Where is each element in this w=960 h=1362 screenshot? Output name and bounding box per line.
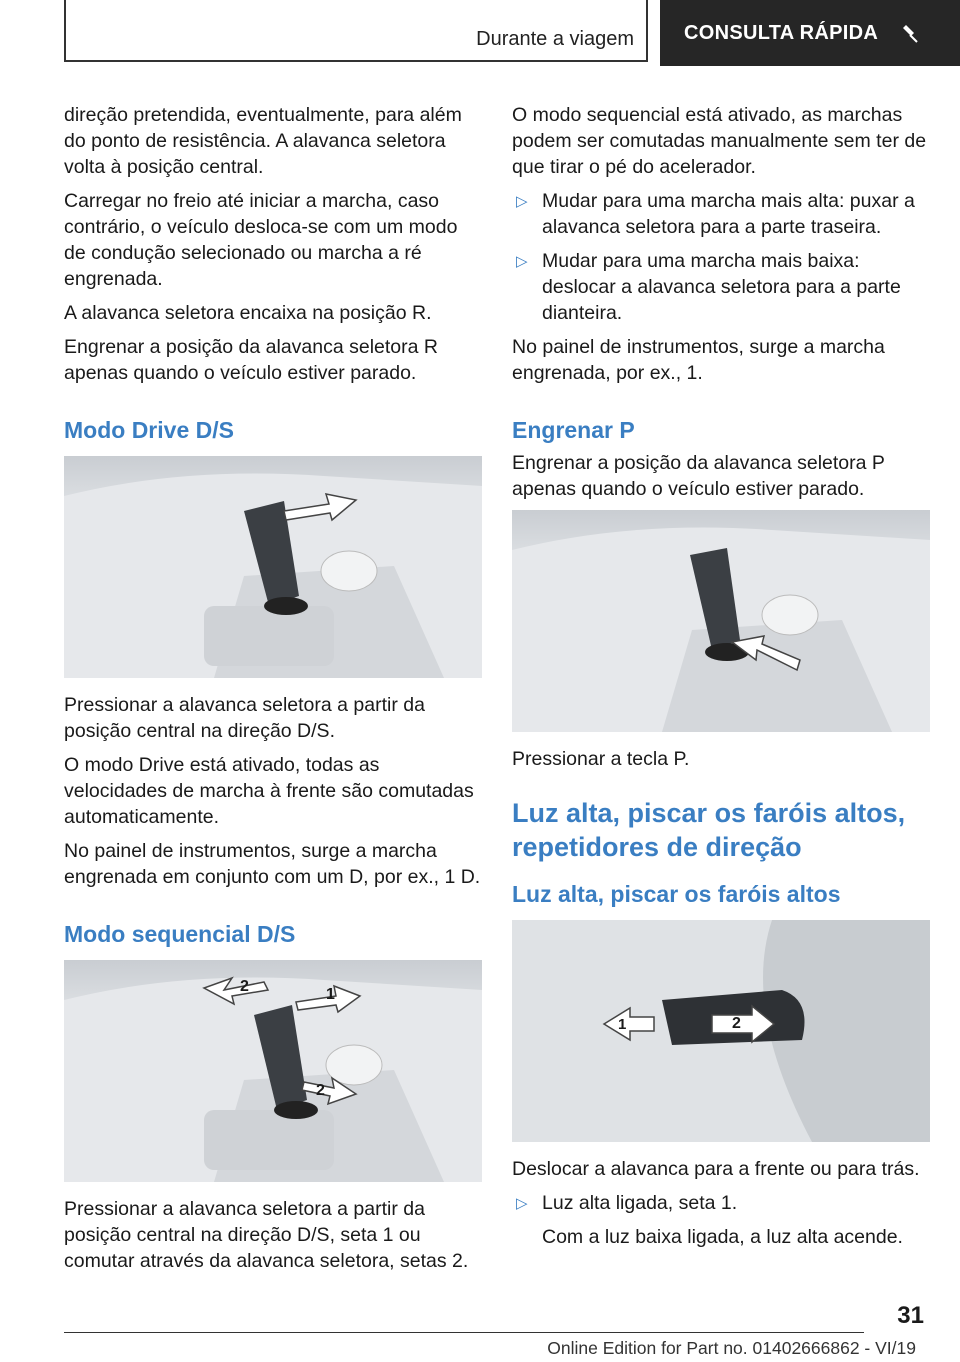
paragraph: Pressionar a tecla P. [512,748,690,770]
edition-footer: Online Edition for Part no. 01402666862 - VI/19 [547,1338,916,1358]
paragraph: O modo sequencial está ativado, as marchas podem ser comutadas manualmente sem ter de que tirar o pé do acelerador. [512,104,927,178]
footer-divider [64,1332,864,1333]
heading-high-beam: Luz alta, piscar os faróis altos, repetidores de direção [512,798,906,862]
heading-engage-p: Engrenar P [512,417,635,443]
paragraph: A alavanca seletora encaixa na posição R. [64,302,432,324]
arrow-label-1: 1 [618,1016,627,1033]
bullet-list [512,188,930,326]
triangle-bullet-icon: ▷ [516,193,528,210]
arrow-label-2: 2 [316,1082,325,1099]
list-item: ▷ Mudar para uma marcha mais baixa: deslocar a alavanca seletora para a parte dianteira. [516,250,901,324]
gear-selector-sequential-illustration [64,960,482,1182]
right-column [512,102,930,1258]
arrow-label-1: 1 [326,986,335,1003]
paragraph: Com a luz baixa ligada, a luz alta acende. [542,1226,903,1248]
paragraph: Pressionar a alavanca seletora a partir da posição central na direção D/S, seta 1 ou comutar através da alavanca seletora, setas 2. [64,1198,469,1272]
paragraph: Deslocar a alavanca para a frente ou para trás. [512,1158,920,1180]
quick-reference-tab[interactable] [660,0,960,66]
gear-selector-drive-illustration [64,456,482,678]
paragraph: Engrenar a posição da alavanca seletora P apenas quando o veículo estiver parado. [512,452,885,500]
bullet-list [512,1190,930,1216]
triangle-bullet-icon: ▷ [516,1195,528,1212]
paragraph: Engrenar a posição da alavanca seletora R apenas quando o veículo estiver parado. [64,336,438,384]
arrow-label-2: 2 [240,978,249,995]
heading-high-beam-flash: Luz alta, piscar os faróis altos [512,881,841,907]
paragraph: No painel de instrumentos, surge a marcha engrenada, por ex., 1. [512,336,885,384]
quick-reference-label: CONSULTA RÁPIDA [684,21,879,44]
page-number: 31 [897,1302,924,1329]
section-title: Durante a viagem [476,28,634,50]
paragraph: O modo Drive está ativado, todas as velocidades de marcha à frente são comutadas automaticamente. [64,754,474,828]
paragraph: Pressionar a alavanca seletora a partir da posição central na direção D/S. [64,694,425,742]
paragraph: Carregar no freio até iniciar a marcha, caso contrário, o veículo desloca-se com um modo de condução selecionado ou marcha a ré engrenada. [64,190,458,290]
turn-signal-lever-illustration [512,920,930,1142]
left-column [64,102,482,1282]
arrow-label-2: 2 [732,1015,741,1032]
paragraph: No painel de instrumentos, surge a marcha engrenada em conjunto com um D, por ex., 1 D. [64,840,481,888]
list-item: ▷ Luz alta ligada, seta 1. [512,1190,930,1216]
triangle-bullet-icon: ▷ [516,253,528,270]
list-item: ▷ Mudar para uma marcha mais alta: puxar a alavanca seletora para a parte traseira. [516,190,915,238]
heading-drive-mode: Modo Drive D/S [64,417,234,443]
paragraph: direção pretendida, eventualmente, para além do ponto de resistência. A alavanca seletora volta à posição central. [64,104,462,178]
quick-pin-icon [900,23,920,43]
park-button-illustration [512,510,930,732]
heading-sequential-mode: Modo sequencial D/S [64,921,296,947]
